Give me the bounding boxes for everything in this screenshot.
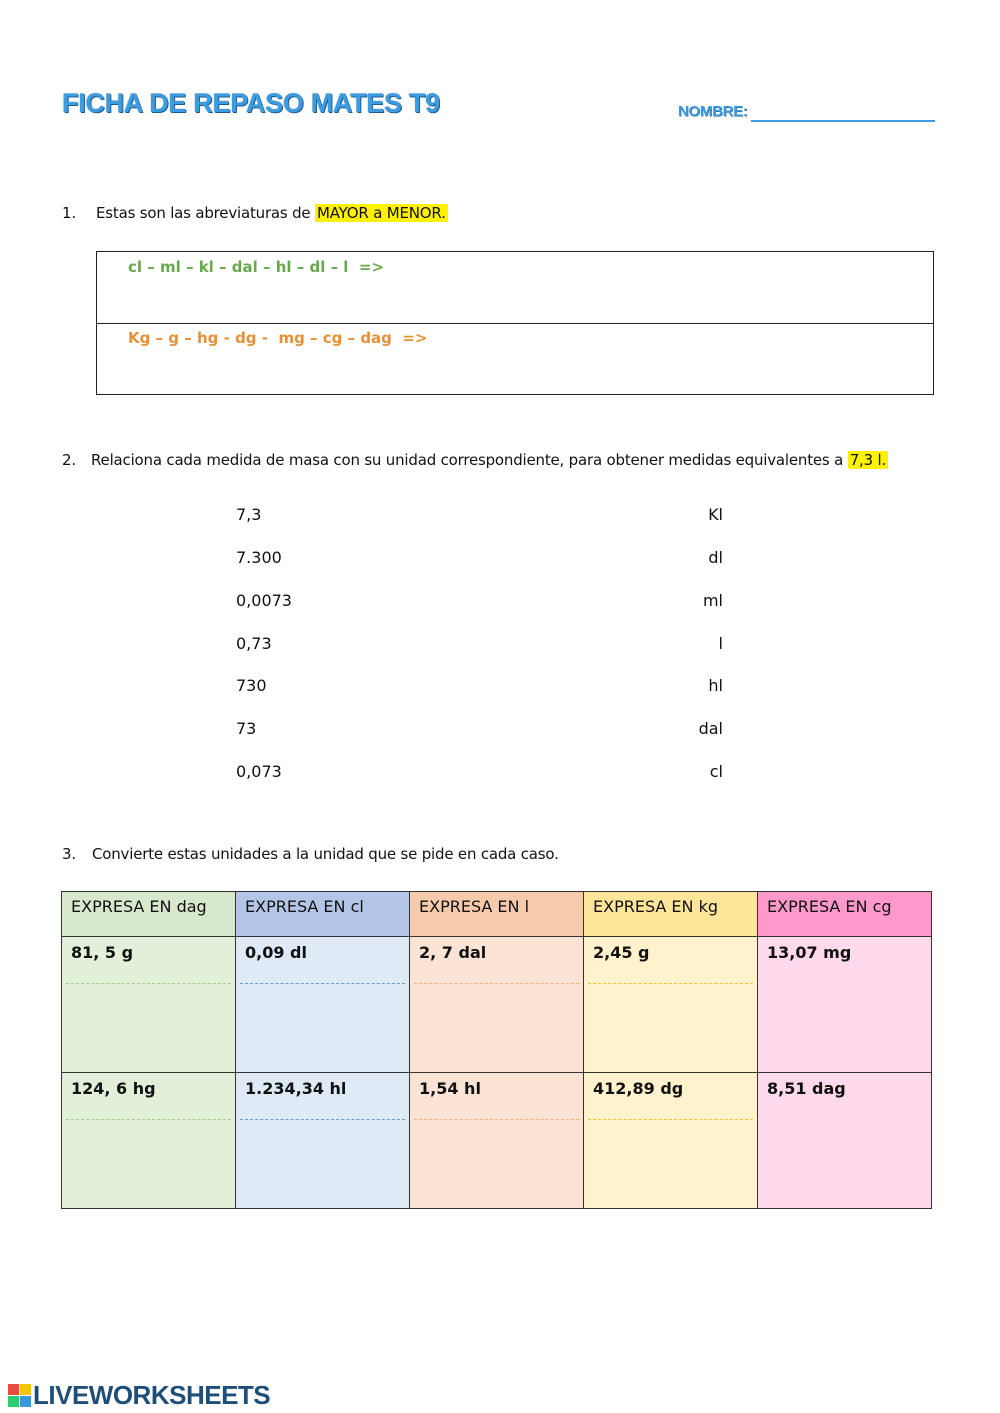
match-left-item[interactable]: 73 [236,719,257,738]
mass-row[interactable] [97,323,933,394]
answer-line[interactable] [414,983,579,984]
table-cell: 412,89 dg [584,1073,758,1209]
question-1-highlight: MAYOR a MENOR. [317,204,446,222]
answer-line[interactable] [66,983,231,984]
footer-brand [8,1381,270,1409]
question-1-number: 1. [62,204,76,222]
table-cell: 0,09 dl [236,937,410,1073]
question-1-text: Estas son las abreviaturas de [96,204,316,222]
capacity-row[interactable] [97,252,933,324]
answer-line[interactable] [588,983,753,984]
match-left-item[interactable]: 7.300 [236,548,282,567]
match-right-item[interactable]: Kl [708,505,723,524]
nombre-input-line[interactable] [751,120,935,122]
table-cell: 1,54 hl [410,1073,584,1209]
question-2-text: Relaciona cada medida de masa con su unidad correspondiente, para obtener medidas equivalentes a [91,451,848,469]
table-header-row [62,892,932,937]
match-right-item[interactable]: dl [708,548,723,567]
column-header: EXPRESA EN l [410,892,584,937]
column-header: EXPRESA EN cl [236,892,410,937]
conversion-table [61,891,932,1209]
page-title: FICHA DE REPASO MATES T9 [62,88,440,118]
question-2-highlight: 7,3 l. [849,451,887,469]
table-cell: 2, 7 dal [410,937,584,1073]
table-cell: 1.234,34 hl [236,1073,410,1209]
answer-line[interactable] [240,1119,405,1120]
table-row [62,1073,932,1209]
question-3-number: 3. [62,845,76,863]
question-3-text: Convierte estas unidades a la unidad que se pide en cada caso. [92,845,559,863]
match-left-item[interactable]: 0,73 [236,634,272,653]
answer-line[interactable] [588,1119,753,1120]
match-right-item[interactable]: cl [709,762,723,781]
capacity-units: cl – ml – kl – dal – hl – dl – l => [128,258,385,276]
nombre-label: NOMBRE: [678,103,748,120]
match-left-item[interactable]: 0,073 [236,762,282,781]
match-left-item[interactable]: 730 [236,676,267,695]
question-2-number: 2. [62,451,76,469]
question-3 [62,845,559,863]
table-cell: 8,51 dag [758,1073,932,1209]
abbreviations-box [96,251,934,395]
match-left-item[interactable]: 0,0073 [236,591,292,610]
mass-units: Kg – g – hg - dg - mg – cg – dag => [128,329,428,347]
answer-line[interactable] [414,1119,579,1120]
table-cell: 13,07 mg [758,937,932,1073]
match-left-item[interactable]: 7,3 [236,505,262,524]
match-right-item[interactable]: dal [698,719,723,738]
brand-text: LIVEWORKSHEETS [33,1379,271,1410]
question-1 [62,204,448,222]
table-cell: 2,45 g [584,937,758,1073]
answer-line[interactable] [66,1119,231,1120]
match-right-item[interactable]: ml [702,591,723,610]
table-cell: 124, 6 hg [62,1073,236,1209]
column-header: EXPRESA EN dag [62,892,236,937]
column-header: EXPRESA EN kg [584,892,758,937]
answer-line[interactable] [240,983,405,984]
match-right-item[interactable]: l [718,634,723,653]
table-row [62,937,932,1073]
match-right-item[interactable]: hl [708,676,723,695]
column-header: EXPRESA EN cg [758,892,932,937]
question-2 [62,451,888,469]
table-cell: 81, 5 g [62,937,236,1073]
liveworksheets-logo-icon [8,1384,31,1407]
